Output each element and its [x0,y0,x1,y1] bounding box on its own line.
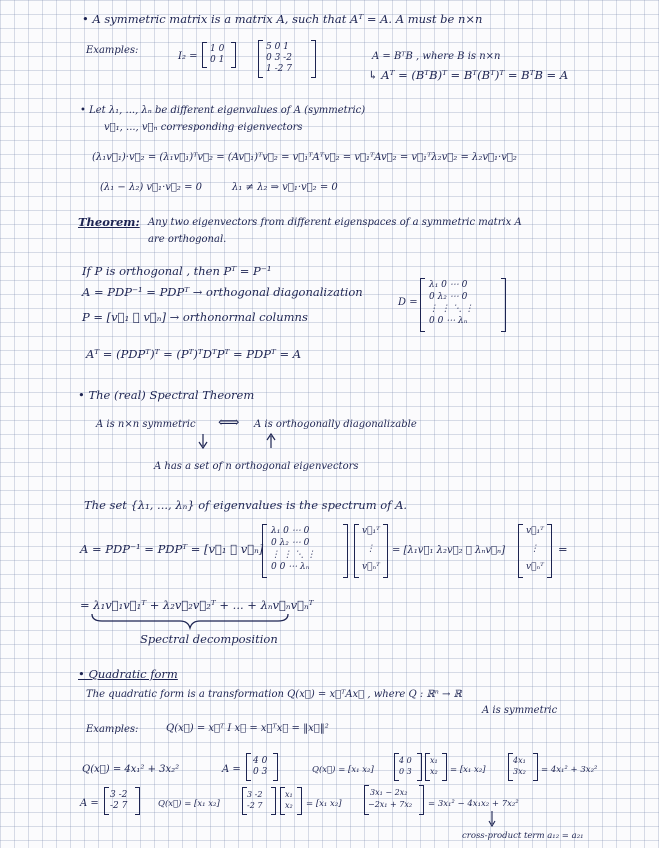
orthogonal-line: If P is orthogonal , then Pᵀ = P⁻¹ [82,264,272,278]
identity-matrix: 1 0 0 1 [202,42,236,68]
quadratic-example-1: Q(x⃗) = x⃗ᵀ I x⃗ = x⃗ᵀx⃗ = ‖x⃗‖² [166,723,329,734]
orthogonal-diagonalization-line: A = PDP⁻¹ = PDPᵀ → orthogonal diagonalization [82,285,363,299]
quadratic-form-definition: The quadratic form is a transformation Q(x⃗) = x⃗ᵀAx⃗ , where Q : ℝⁿ → ℝ [86,689,462,700]
example-2-a-label: A = [222,764,241,775]
diagonal-matrix: λ₁ 0 ⋯ 0 0 λ₂ ⋯ 0 ⋮ ⋮ ⋱ ⋮ 0 0 ⋯ λₙ [420,278,506,332]
example-2-matrix-inline: 4 0 0 3 [394,753,422,781]
spectral-eigenvectors: A has a set of n orthogonal eigenvectors [154,461,359,472]
down-arrow [486,810,498,828]
decomposition-diagonal-matrix: λ₁ 0 ⋯ 0 0 λ₂ ⋯ 0 ⋮ ⋮ ⋱ ⋮ 0 0 ⋯ λₙ [262,524,348,578]
theorem-text: Any two eigenvectors from different eigenspaces of a symmetric matrix A [148,217,522,228]
example-3-matrix-inline: 3 -2 -2 7 [242,787,276,815]
example-3-matrix: 3 -2 -2 7 [104,787,140,815]
example-2-q: Q(x⃗) = [x₁ x₂] [312,765,374,775]
spectral-theorem-title: • The (real) Spectral Theorem [78,388,255,402]
symmetric-example-matrix: 5 0 1 0 3 -2 1 -2 7 [258,40,316,78]
underbrace [90,612,290,630]
example-2-result-vector: 4x₁ 3x₂ [508,753,538,781]
eigen-conclusion-line: λ₁ ≠ λ₂ ⇒ v⃗₁·v⃗₂ = 0 [232,182,338,193]
btb-definition: A = BᵀB , where B is n×n [372,51,501,62]
theorem-label: Theorem: [78,215,140,229]
theorem-text-cont: are orthogonal. [148,234,227,245]
transposed-eigenvector-column-2: v⃗₁ᵀ ⋮ v⃗ₙᵀ [518,524,552,578]
spectrum-line: The set {λ₁, ..., λₙ} of eigenvalues is the spectrum of A. [84,498,408,512]
decomposition-line: A = PDP⁻¹ = PDPᵀ = [v⃗₁ ⋯ v⃗ₙ] [80,542,264,556]
example-3-x-vector: x₁ x₂ [280,787,302,815]
spectral-symmetric: A is n×n symmetric [96,419,196,430]
quadratic-examples-label: Examples: [86,724,139,735]
example-2-x-vector: x₁ x₂ [425,753,447,781]
spectral-diagonalizable: A is orthogonally diagonalizable [254,419,417,430]
eigen-difference-line: (λ₁ − λ₂) v⃗₁·v⃗₂ = 0 [100,182,203,193]
eigenvectors-line: v⃗₁, ..., v⃗ₙ corresponding eigenvectors [104,122,303,133]
iff-arrow: ⟺ [218,413,240,431]
quadratic-form-title: • Quadratic form [78,667,178,681]
example-3-result: = 3x₁² − 4x₁x₂ + 7x₂² [428,799,519,809]
example-3-q: Q(x⃗) = [x₁ x₂] [158,799,220,809]
quadratic-example-2: Q(x⃗) = 4x₁² + 3x₂² [82,764,180,775]
example-3-mid: = [x₁ x₂] [306,799,342,809]
let-eigenvalues-line: • Let λ₁, ..., λₙ be different eigenvalues of A (symmetric) [80,105,366,116]
transposed-eigenvector-column: v⃗₁ᵀ ⋮ v⃗ₙᵀ [354,524,388,578]
decomposition-sum: = λ₁v⃗₁v⃗₁ᵀ + λ₂v⃗₂v⃗₂ᵀ + ... + λₙv⃗ₙv⃗ₙᵀ [80,598,314,612]
eigen-equation-chain: (λ₁v⃗₁)·v⃗₂ = (λ₁v⃗₁)ᵀv⃗₂ = (Av⃗₁)ᵀv⃗₂ = v⃗₁ᵀAᵀv⃗₂ = v⃗₁ᵀAv⃗₂ = v⃗₁ᵀλ₂v⃗₂ = λ₂v⃗₁·v⃗₂ [92,152,517,163]
example-2-result: = 4x₁² + 3x₂² [541,765,598,775]
orthonormal-columns-line: P = [v⃗₁ ⋯ v⃗ₙ] → orthonormal columns [82,310,308,324]
transpose-proof-line: Aᵀ = (PDPᵀ)ᵀ = (Pᵀ)ᵀDᵀPᵀ = PDPᵀ = A [86,347,302,361]
double-arrows [195,432,285,454]
cross-product-note: cross-product term a₁₂ = a₂₁ [462,831,584,841]
example-2-mid: = [x₁ x₂] [450,765,486,775]
lambda-vector-row: = [λ₁v⃗₁ λ₂v⃗₂ ⋯ λₙv⃗ₙ] [392,545,506,556]
definition-line: • A symmetric matrix is a matrix A, such that Aᵀ = A. A must be n×n [82,12,483,26]
examples-label: Examples: [86,45,139,56]
trailing-equals: = [558,542,568,556]
identity-label: I₂ = [178,51,198,62]
example-3-a-label: A = [80,798,99,809]
example-2-matrix: 4 0 0 3 [246,753,278,781]
spectral-decomposition-label: Spectral decomposition [140,632,278,646]
btb-proof: ↳ Aᵀ = (BᵀB)ᵀ = Bᵀ(Bᵀ)ᵀ = BᵀB = A [368,68,569,82]
example-3-result-vector: 3x₁ − 2x₂ −2x₁ + 7x₂ [364,785,424,815]
d-label: D = [398,297,418,308]
quadratic-symmetric-note: A is symmetric [482,705,558,716]
